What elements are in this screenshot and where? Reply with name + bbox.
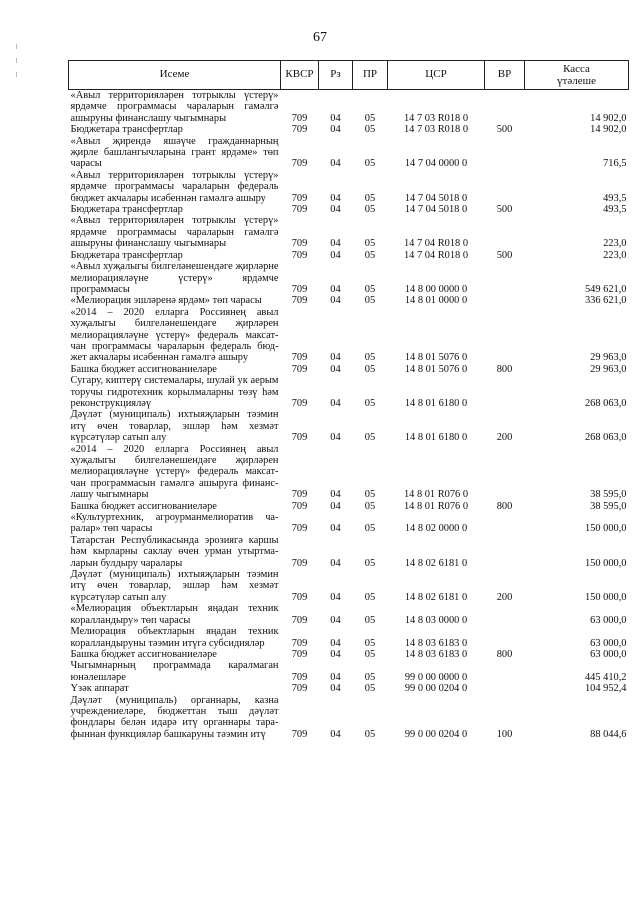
row-pr: 05 — [364, 295, 376, 307]
row-csr: 14 8 01 R076 0 — [403, 500, 469, 512]
row-csr: 14 8 01 5076 0 — [404, 352, 468, 364]
row-rz: 04 — [330, 249, 341, 261]
row-pr: 05 — [364, 397, 376, 409]
table-body — [69, 90, 629, 741]
row-pr: 05 — [364, 637, 376, 649]
row-rz: 04 — [330, 637, 341, 649]
row-name: Бюджетара трансфертлар — [70, 249, 183, 261]
row-amount: 104 952,4 — [584, 683, 627, 695]
row-name: «Авыл территорияләрен тотрыклы үстерү» ярдәмче программасы чараларын гамәлгә ашыруны финанслашу чыгымнары — [70, 215, 279, 250]
row-name: Башка бюджет ассигнованиеләре — [70, 363, 217, 375]
row-rz: 04 — [330, 352, 341, 364]
table-row — [69, 295, 629, 306]
row-kvsr: 709 — [291, 557, 308, 569]
row-rz: 04 — [330, 523, 341, 535]
row-amount: 150 000,0 — [584, 523, 627, 535]
row-rz: 04 — [330, 158, 341, 170]
table-row — [69, 136, 629, 170]
row-csr: 99 0 00 0204 0 — [404, 683, 468, 695]
row-rz: 04 — [330, 728, 341, 740]
row-name: «2014 – 2020 елларга Россиянең авыл хуҗалыгы билгеләнешендәге җирләрен мелиорацияләүне үстерү» федераль максат-чан программасы чараларын федераль бюд-жет акчалары исәбеннән гамәлгә ашыру — [70, 306, 279, 364]
row-name: «Мелиорация эшләренә ярдәм» төп чарасы — [70, 295, 262, 307]
row-amount: 88 044,6 — [590, 728, 627, 740]
row-vr — [485, 660, 525, 683]
row-vr — [485, 683, 525, 694]
row-rz: 04 — [330, 671, 341, 683]
row-vr: 800 — [496, 363, 513, 375]
row-pr: 05 — [364, 249, 376, 261]
row-csr: 14 8 01 5076 0 — [404, 363, 468, 375]
row-kvsr: 709 — [291, 671, 308, 683]
row-vr: 500 — [496, 124, 513, 136]
row-amount: 29 963,0 — [590, 352, 627, 364]
table-header — [69, 61, 629, 90]
header-vr: ВР — [485, 61, 525, 90]
row-amount: 150 000,0 — [584, 557, 627, 569]
row-kvsr: 709 — [291, 249, 308, 261]
table-row — [69, 603, 629, 626]
row-csr: 14 8 03 0000 0 — [404, 614, 468, 626]
row-pr: 05 — [364, 363, 376, 375]
row-kvsr: 709 — [291, 397, 308, 409]
row-rz: 04 — [330, 489, 341, 501]
row-pr: 05 — [364, 158, 376, 170]
row-amount: 38 595,0 — [590, 489, 627, 501]
row-csr: 14 8 03 6183 0 — [404, 648, 468, 660]
row-rz: 04 — [330, 204, 341, 216]
margin-mark — [16, 58, 17, 63]
table-row — [69, 535, 629, 569]
row-rz: 04 — [330, 192, 341, 204]
row-amount: 445 410,2 — [584, 671, 627, 683]
row-rz: 04 — [330, 648, 341, 660]
table-row — [69, 626, 629, 649]
row-csr: 14 8 01 6180 0 — [404, 397, 468, 409]
row-vr — [485, 626, 525, 649]
row-kvsr: 709 — [291, 523, 308, 535]
row-name: «Мелиорация объектларын яңадан техник коралландыру» төп чарасы — [70, 603, 279, 626]
row-rz: 04 — [330, 397, 341, 409]
row-vr: 200 — [496, 432, 513, 444]
row-kvsr: 709 — [291, 238, 308, 250]
row-vr: 500 — [496, 204, 513, 216]
header-kassa-line1: Касса — [563, 63, 590, 75]
row-amount: 268 063,0 — [584, 432, 627, 444]
row-csr: 14 7 03 R018 0 — [403, 112, 469, 124]
row-csr: 14 8 01 0000 0 — [404, 295, 468, 307]
row-rz: 04 — [330, 124, 341, 136]
row-vr — [485, 375, 525, 409]
row-amount: 716,5 — [603, 158, 627, 170]
row-kvsr: 709 — [291, 295, 308, 307]
row-vr — [485, 261, 525, 295]
header-pr: ПР — [353, 61, 388, 90]
row-rz: 04 — [330, 363, 341, 375]
row-amount: 493,5 — [603, 192, 627, 204]
row-name: Бюджетара трансфертлар — [70, 204, 183, 216]
margin-mark — [16, 72, 17, 77]
row-pr: 05 — [364, 500, 376, 512]
row-rz: 04 — [330, 112, 341, 124]
table-row — [69, 364, 629, 375]
header-name: Исеме — [69, 61, 281, 90]
row-pr: 05 — [364, 671, 376, 683]
row-rz: 04 — [330, 432, 341, 444]
row-vr — [485, 90, 525, 125]
row-name: «Авыл хуҗалыгы билгеләнешендәге җирләрне мелиорацияләүне үстерү» ярдәмче программасы — [70, 261, 279, 295]
budget-table — [68, 60, 629, 740]
row-csr: 14 7 04 R018 0 — [403, 238, 469, 250]
row-amount: 14 902,0 — [590, 124, 627, 136]
row-pr: 05 — [364, 432, 376, 444]
row-pr: 05 — [364, 648, 376, 660]
row-kvsr: 709 — [291, 283, 308, 295]
row-name: Сугару, киптерү системалары, шулай ук аерым торучы гидротехник корылмаларны төзү һәм реконструкцияләү — [70, 375, 279, 409]
row-name: Башка бюджет ассигнованиеләре — [70, 648, 217, 660]
row-csr: 14 7 04 R018 0 — [403, 249, 469, 261]
header-kvsr: КВСР — [281, 61, 319, 90]
row-kvsr: 709 — [291, 683, 308, 695]
row-kvsr: 709 — [291, 112, 308, 124]
row-vr — [485, 603, 525, 626]
row-amount: 63 000,0 — [590, 648, 627, 660]
row-kvsr: 709 — [291, 648, 308, 660]
row-name: «2014 – 2020 елларга Россиянең авыл хуҗалыгы билгеләнешендәге җирләрен мелиорацияләүне үстерү» федераль максат-чан программасын гамәлгә ашыруга финанс-лашу чыгымнары — [70, 443, 279, 501]
table-row — [69, 261, 629, 295]
row-name: Дәүләт (муниципаль) ихтыяҗларын тәэмин итү өчен товарлар, эшләр һәм хезмәт күрсәтүләр сатып алу — [70, 409, 279, 444]
row-name: Татарстан Республикасында эрозиягә каршы һәм кырларны саклау өчен урман утыртма-ларын булдыру чаралары — [70, 534, 279, 569]
row-pr: 05 — [364, 283, 376, 295]
row-rz: 04 — [330, 500, 341, 512]
row-csr: 14 8 00 0000 0 — [404, 283, 468, 295]
row-name: Чыгымнарның программада каралмаган юнәлешләре — [70, 660, 279, 683]
row-amount: 63 000,0 — [590, 614, 627, 626]
row-csr: 14 8 01 6180 0 — [404, 432, 468, 444]
row-name: Башка бюджет ассигнованиеләре — [70, 500, 217, 512]
row-amount: 150 000,0 — [584, 591, 627, 603]
row-vr: 800 — [496, 500, 513, 512]
row-name: Дәүләт (муниципаль) органнары, казна учреждениеләре, бюджеттан тыш дәүләт фондлары белән идарә итү органнары тара-фыннан функцияләр башкаруны тәэмин итү — [70, 694, 279, 740]
row-pr: 05 — [364, 557, 376, 569]
row-pr: 05 — [364, 489, 376, 501]
header-rz: Рз — [319, 61, 353, 90]
table-row — [69, 501, 629, 512]
row-csr: 14 8 02 6181 0 — [404, 591, 468, 603]
row-vr — [485, 170, 525, 204]
row-amount: 223,0 — [603, 238, 627, 250]
row-pr: 05 — [364, 614, 376, 626]
row-vr — [485, 136, 525, 170]
row-kvsr: 709 — [291, 124, 308, 136]
row-kvsr: 709 — [291, 432, 308, 444]
table-row — [69, 649, 629, 660]
table-row — [69, 90, 629, 125]
row-kvsr: 709 — [291, 489, 308, 501]
row-csr: 14 7 04 5018 0 — [404, 204, 468, 216]
table-row — [69, 409, 629, 443]
row-rz: 04 — [330, 295, 341, 307]
row-amount: 38 595,0 — [590, 500, 627, 512]
table-row — [69, 512, 629, 535]
row-rz: 04 — [330, 283, 341, 295]
row-vr — [485, 307, 525, 364]
table-row — [69, 660, 629, 683]
table-row — [69, 215, 629, 249]
row-kvsr: 709 — [291, 192, 308, 204]
table-row — [69, 124, 629, 135]
header-kassa-line2: үтәлеше — [557, 75, 596, 87]
row-csr: 99 0 00 0000 0 — [404, 671, 468, 683]
row-pr: 05 — [364, 591, 376, 603]
row-pr: 05 — [364, 124, 376, 136]
row-vr: 500 — [496, 249, 513, 261]
row-vr — [485, 295, 525, 306]
row-amount: 29 963,0 — [590, 363, 627, 375]
row-vr: 800 — [496, 648, 513, 660]
row-kvsr: 709 — [291, 614, 308, 626]
table-row — [69, 444, 629, 501]
row-kvsr: 709 — [291, 204, 308, 216]
row-amount: 493,5 — [603, 204, 627, 216]
row-name: «Авыл җирендә яшәүче гражданнарның җирле башлангычларына грант ярдәме» төп чарасы — [70, 135, 279, 170]
row-vr — [485, 535, 525, 569]
row-pr: 05 — [364, 204, 376, 216]
row-amount: 268 063,0 — [584, 397, 627, 409]
row-name: Дәүләт (муниципаль) ихтыяҗларын тәэмин итү өчен товарлар, эшләр һәм хезмәт күрсәтүләр сатып алу — [70, 569, 279, 603]
row-name: Мелиорация объектларын яңадан техник коралландыруны тәэмин итүгә субсидияләр — [70, 626, 279, 649]
table-row — [69, 375, 629, 409]
row-name: «Авыл территорияләрен тотрыклы үстерү» ярдәмче программасы чараларын гамәлгә ашыруны финанслашу чыгымнары — [70, 90, 279, 124]
row-rz: 04 — [330, 591, 341, 603]
row-csr: 14 8 02 6181 0 — [404, 557, 468, 569]
header-kassa — [525, 61, 629, 90]
row-csr: 14 7 03 R018 0 — [403, 124, 469, 136]
row-amount: 63 000,0 — [590, 637, 627, 649]
row-name: «Авыл территорияләрен тотрыклы үстерү» ярдәмче программасы чараларын федераль бюджет акчалары исәбеннән гамәлгә ашыру — [70, 169, 279, 204]
row-pr: 05 — [364, 238, 376, 250]
row-kvsr: 709 — [291, 728, 308, 740]
row-pr: 05 — [364, 523, 376, 535]
table-row — [69, 204, 629, 215]
row-rz: 04 — [330, 557, 341, 569]
row-kvsr: 709 — [291, 363, 308, 375]
page-number: 67 — [313, 30, 327, 45]
row-vr: 100 — [496, 728, 513, 740]
table-row — [69, 307, 629, 364]
row-kvsr: 709 — [291, 500, 308, 512]
row-rz: 04 — [330, 614, 341, 626]
row-csr: 14 8 02 0000 0 — [404, 523, 468, 535]
row-vr — [485, 215, 525, 249]
row-kvsr: 709 — [291, 591, 308, 603]
row-kvsr: 709 — [291, 352, 308, 364]
row-rz: 04 — [330, 683, 341, 695]
row-name: Бюджетара трансфертлар — [70, 124, 183, 136]
row-pr: 05 — [364, 683, 376, 695]
row-pr: 05 — [364, 728, 376, 740]
table-row — [69, 683, 629, 694]
row-csr: 14 7 04 0000 0 — [404, 158, 468, 170]
header-csr: ЦСР — [388, 61, 485, 90]
row-name: Үзәк аппарат — [70, 683, 129, 695]
row-vr — [485, 444, 525, 501]
row-vr: 200 — [496, 591, 513, 603]
table-row — [69, 695, 629, 741]
table-row — [69, 569, 629, 603]
row-pr: 05 — [364, 112, 376, 124]
row-vr — [485, 512, 525, 535]
table-row — [69, 170, 629, 204]
row-kvsr: 709 — [291, 637, 308, 649]
row-name: «Культуртехник, агроурманмелиоратив ча-ралар» төп чарасы — [70, 512, 279, 535]
row-csr: 14 8 03 6183 0 — [404, 637, 468, 649]
row-csr: 99 0 00 0204 0 — [404, 728, 468, 740]
row-csr: 14 7 04 5018 0 — [404, 192, 468, 204]
row-amount: 14 902,0 — [590, 112, 627, 124]
row-rz: 04 — [330, 238, 341, 250]
row-pr: 05 — [364, 192, 376, 204]
row-amount: 336 621,0 — [584, 295, 627, 307]
row-csr: 14 8 01 R076 0 — [403, 489, 469, 501]
row-amount: 223,0 — [603, 249, 627, 261]
row-kvsr: 709 — [291, 158, 308, 170]
table-row — [69, 250, 629, 261]
row-pr: 05 — [364, 352, 376, 364]
row-amount: 549 621,0 — [584, 283, 627, 295]
